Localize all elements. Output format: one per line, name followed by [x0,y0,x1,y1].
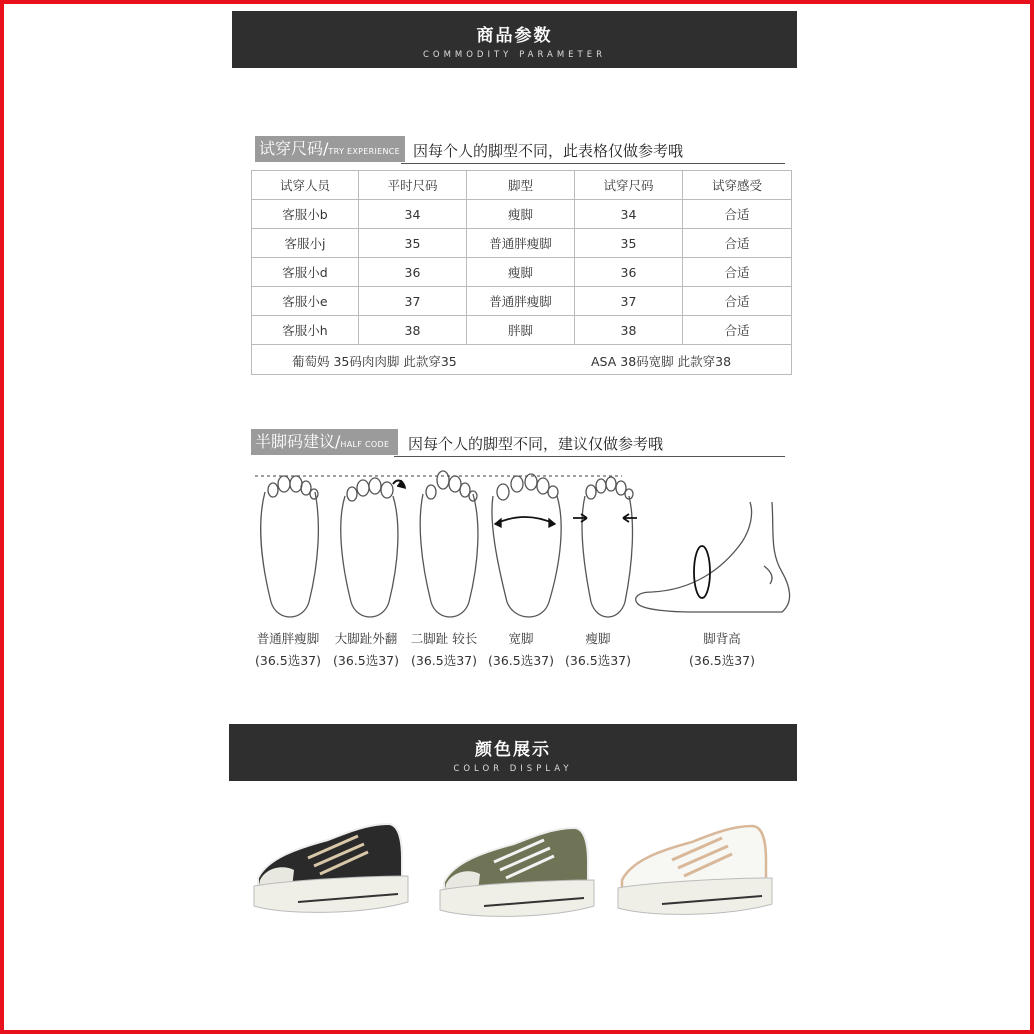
table-row [252,200,792,229]
table-cell: 普通胖瘦脚 [467,229,575,258]
table-cell: 35 [359,229,467,258]
foot-high-instep-icon [636,502,790,612]
table-cell: 合适 [683,287,792,316]
shoe-olive-image [434,822,596,924]
banner-title: 商品参数 [476,26,553,46]
table-cell: 36 [359,258,467,287]
shoe-black-image [248,818,410,920]
foot-slim-icon [573,477,637,617]
try-section-header [255,136,785,162]
table-cell: 瘦脚 [467,258,575,287]
foot-label-normal: 普通胖瘦脚 (36.5选37) [255,631,321,668]
table-cell: 普通胖瘦脚 [467,287,575,316]
footnote-right: ASA 38码宽脚 此款穿38 [591,354,732,369]
table-cell: 胖脚 [467,316,575,345]
foot-label-wide: 宽脚 (36.5选37) [488,631,554,668]
table-header: 试穿人员 [252,171,359,200]
table-cell: 客服小h [252,316,359,345]
table-cell: 瘦脚 [467,200,575,229]
table-cell: 35 [575,229,683,258]
banner-subtitle: COMMODITY PARAMETER [422,50,607,60]
table-cell: 客服小d [252,258,359,287]
table-cell: 34 [359,200,467,229]
half-code-section-header [251,429,785,455]
table-header-row [252,171,792,200]
table-cell: 合适 [683,200,792,229]
table-cell: 36 [575,258,683,287]
table-cell: 34 [575,200,683,229]
table-cell: 合适 [683,229,792,258]
table-row [252,316,792,345]
table-row [252,258,792,287]
table-cell: 合适 [683,258,792,287]
foot-long-second-toe-icon [420,471,478,617]
footnote-left: 葡萄妈 35码肉肉脚 此款穿35 [292,354,457,369]
table-header: 平时尺码 [359,171,467,200]
table-cell: 38 [575,316,683,345]
foot-label-high-instep: 脚背高 (36.5选37) [689,631,755,668]
table-header: 试穿尺码 [575,171,683,200]
foot-label-bunion: 大脚趾外翻 (36.5选37) [333,631,399,668]
divider [394,456,785,457]
half-code-note: 因每个人的脚型不同，建议仅做参考哦 [408,435,664,453]
banner-subtitle: COLOR DISPLAY [453,764,573,774]
table-header: 试穿感受 [683,171,792,200]
table-cell: 客服小j [252,229,359,258]
foot-label-long-toe: 二脚趾 较长 (36.5选37) [410,631,478,668]
table-cell: 合适 [683,316,792,345]
table-row [252,287,792,316]
banner-title: 颜色展示 [475,740,551,760]
table-cell: 38 [359,316,467,345]
foot-shapes-illustration [247,462,792,620]
commodity-parameter-banner [232,11,797,68]
try-section-tag: 试穿尺码/TRY EXPERIENCE [255,136,405,162]
table-cell: 客服小e [252,287,359,316]
table-row [252,229,792,258]
color-display-banner [229,724,797,781]
table-cell: 37 [575,287,683,316]
shoe-white-image [612,820,778,922]
half-code-tag: 半脚码建议/HALF CODE [251,429,398,455]
foot-label-slim: 瘦脚 (36.5选37) [565,631,631,668]
try-section-note: 因每个人的脚型不同，此表格仅做参考哦 [413,142,684,160]
table-header: 脚型 [467,171,575,200]
foot-normal-icon [261,476,319,617]
divider [401,163,785,164]
table-cell: 客服小b [252,200,359,229]
foot-bunion-icon [341,478,405,617]
table-cell: 37 [359,287,467,316]
foot-wide-icon [492,474,561,617]
size-table [251,170,792,375]
